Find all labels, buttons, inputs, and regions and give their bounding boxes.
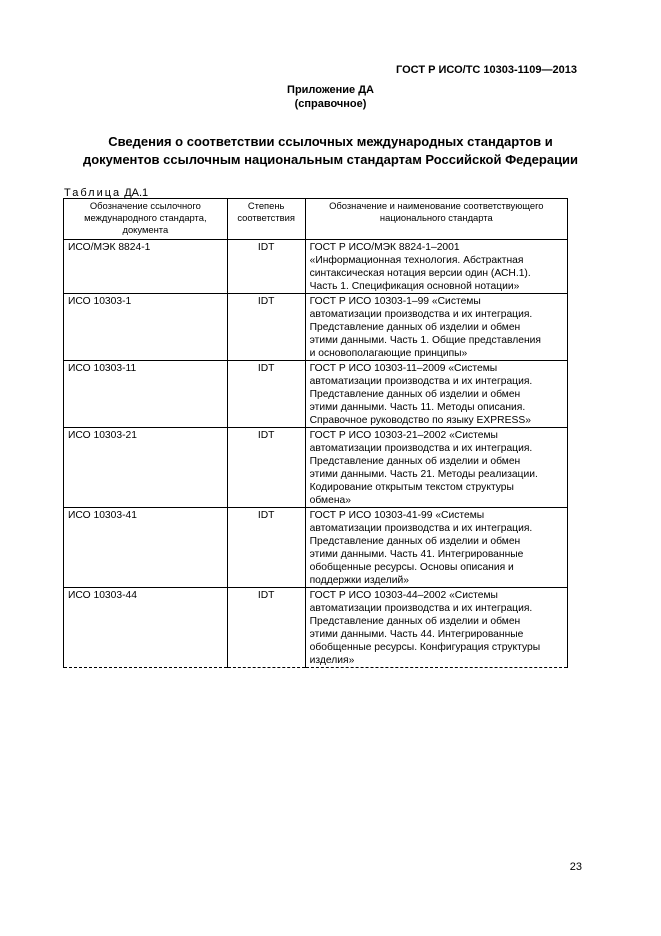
national-standard-line: Представление данных об изделии и обмен (309, 616, 521, 627)
table-caption-id: ДА.1 (124, 187, 149, 199)
header-national-standard (305, 199, 567, 240)
national-standard-line: обобщенные ресурсы. Конфигурация структуры (309, 642, 541, 653)
appendix-type: (справочное) (294, 98, 367, 110)
header-line: Степень (247, 200, 285, 211)
degree-cell: IDT (227, 508, 305, 588)
header-line: соответствия (237, 212, 295, 223)
national-standard-line: Представление данных об изделии и обмен (309, 322, 521, 333)
header-line: международного стандарта, (84, 212, 207, 223)
national-standard-cell (305, 588, 567, 668)
appendix-heading (0, 83, 661, 111)
reference-standard-cell: ИСО 10303-44 (64, 588, 228, 668)
national-standard-line: автоматизации производства и их интеграция. (309, 376, 533, 387)
national-standard-line: ГОСТ Р ИСО 10303-21–2002 «Системы (309, 430, 498, 441)
national-standard-line: обмена» (309, 495, 351, 506)
degree-cell: IDT (227, 361, 305, 428)
reference-standard-cell: ИСО 10303-11 (64, 361, 228, 428)
national-standard-line: Представление данных об изделии и обмен (309, 456, 521, 467)
national-standard-cell (305, 361, 567, 428)
national-standard-line: Представление данных об изделии и обмен (309, 389, 521, 400)
table-row (64, 508, 568, 588)
reference-standard-cell: ИСО 10303-41 (64, 508, 228, 588)
reference-standard-cell: ИСО/МЭК 8824-1 (64, 240, 228, 294)
national-standard-line: изделия» (309, 655, 355, 666)
degree-cell: IDT (227, 428, 305, 508)
national-standard-cell (305, 508, 567, 588)
national-standard-line: Кодирование открытым текстом структуры (309, 482, 514, 493)
standard-code-header: ГОСТ Р ИСО/ТС 10303-1109—2013 (396, 64, 577, 76)
national-standard-line: Часть 1. Спецификация основной нотации» (309, 281, 520, 292)
national-standard-line: ГОСТ Р ИСО 10303-11–2009 «Системы (309, 363, 498, 374)
national-standard-line: ГОСТ Р ИСО/МЭК 8824-1–2001 (309, 242, 460, 253)
national-standard-line: этими данными. Часть 44. Интегрированные (309, 629, 524, 640)
page-title-line-2: документов ссылочным национальным стандартам Российской Федерации (82, 152, 579, 167)
header-line: национального стандарта (379, 212, 493, 223)
national-standard-line: этими данными. Часть 11. Методы описания. (309, 402, 526, 413)
national-standard-line: автоматизации производства и их интеграция. (309, 443, 533, 454)
reference-standard-cell: ИСО 10303-21 (64, 428, 228, 508)
national-standard-line: обобщенные ресурсы. Основы описания и (309, 562, 514, 573)
table-row (64, 361, 568, 428)
page-number: 23 (569, 861, 582, 873)
header-line: Обозначение ссылочного (89, 200, 201, 211)
header-line: документа (122, 224, 169, 235)
national-standard-line: ГОСТ Р ИСО 10303-44–2002 «Системы (309, 590, 498, 601)
national-standard-line: автоматизации производства и их интеграция. (309, 309, 533, 320)
degree-cell: IDT (227, 294, 305, 361)
table-row (64, 240, 568, 294)
national-standard-cell (305, 240, 567, 294)
reference-standard-cell: ИСО 10303-1 (64, 294, 228, 361)
national-standard-line: этими данными. Часть 41. Интегрированные (309, 549, 524, 560)
national-standard-line: «Информационная технология. Абстрактная (309, 255, 524, 266)
national-standard-line: Справочное руководство по языку EXPRESS» (309, 415, 531, 426)
table-caption-word: Таблица (64, 187, 122, 199)
national-standard-cell (305, 294, 567, 361)
national-standard-line: Представление данных об изделии и обмен (309, 536, 521, 547)
correspondence-table (63, 198, 568, 668)
page-title-line-1: Сведения о соответствии ссылочных международных стандартов и (108, 134, 553, 149)
national-standard-line: автоматизации производства и их интеграция. (309, 603, 533, 614)
national-standard-line: автоматизации производства и их интеграция. (309, 523, 533, 534)
header-degree (227, 199, 305, 240)
national-standard-cell (305, 428, 567, 508)
table-body (64, 240, 568, 668)
degree-cell: IDT (227, 240, 305, 294)
table-row (64, 294, 568, 361)
table-row (64, 588, 568, 668)
header-reference-standard (64, 199, 228, 240)
national-standard-line: ГОСТ Р ИСО 10303-41-99 «Системы (309, 510, 485, 521)
table-row (64, 428, 568, 508)
appendix-label: Приложение ДА (287, 84, 374, 96)
degree-cell: IDT (227, 588, 305, 668)
national-standard-line: и основополагающие принципы» (309, 348, 468, 359)
national-standard-line: этими данными. Часть 1. Общие представления (309, 335, 541, 346)
national-standard-line: поддержки изделий» (309, 575, 410, 586)
header-line: Обозначение и наименование соответствующего (329, 200, 544, 211)
national-standard-line: этими данными. Часть 21. Методы реализации. (309, 469, 538, 480)
national-standard-line: синтаксическая нотация версии один (АСН.1). (309, 268, 531, 279)
national-standard-line: ГОСТ Р ИСО 10303-1–99 «Системы (309, 296, 481, 307)
page-title (0, 133, 661, 169)
table-header-row (64, 199, 568, 240)
